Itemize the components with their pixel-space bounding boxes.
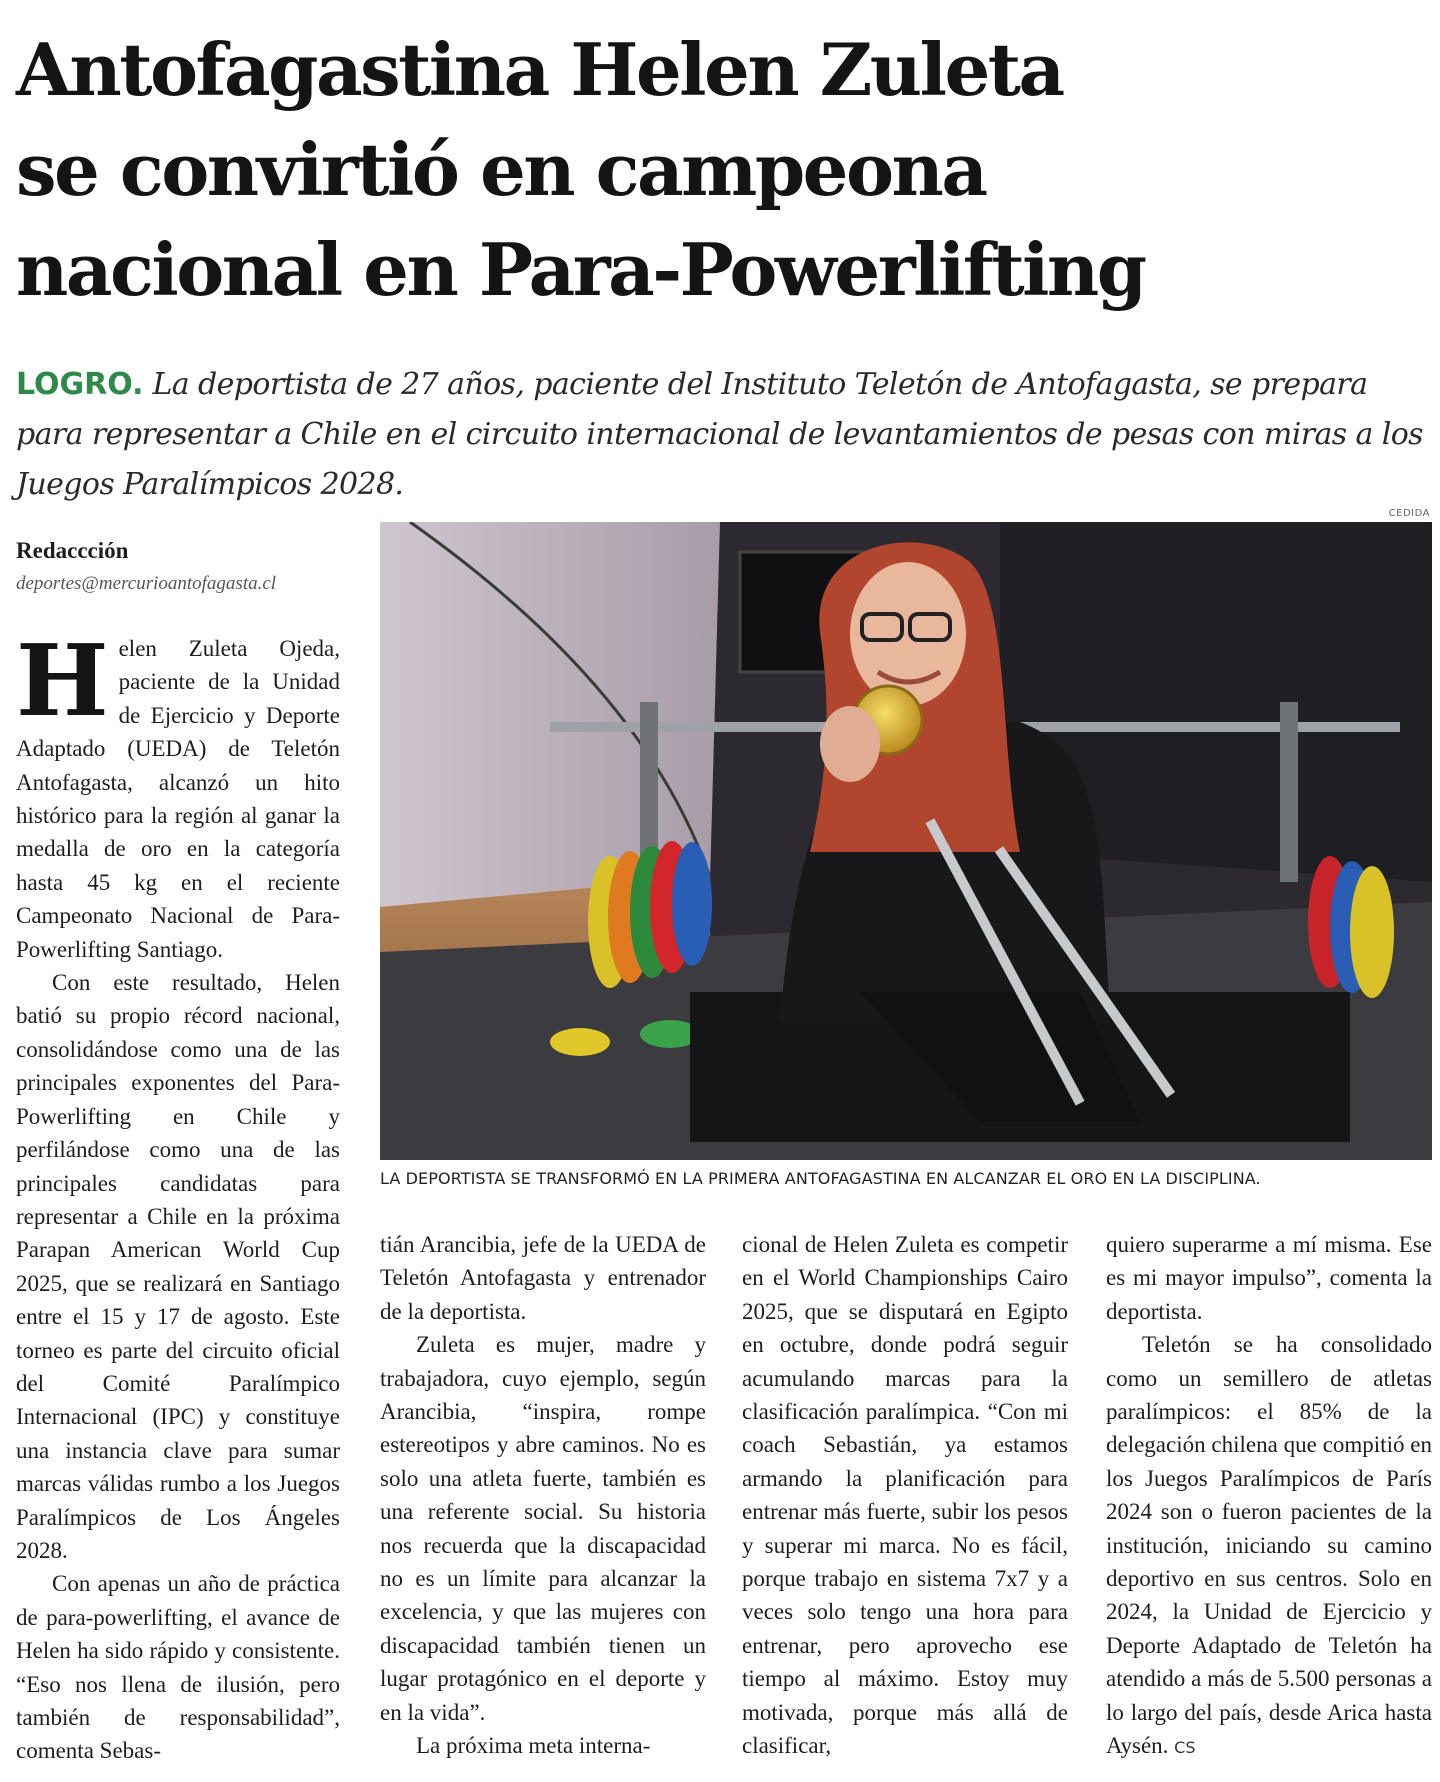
paragraph-text: Teletón se ha consolidado como un semillero de atletas paralímpicos: el 85% de la delegación chilena que compitió en los Juegos Paralímpicos de París 2024 son o fueron pacientes de la institución, iniciando su camino deportivo en sus centros. Solo en 2024, la Unidad de Ejercicio y Deporte Adaptado de Teletón ha atendido a más de 5.500 personas a lo largo del país, desde Arica hasta Aysén. [1106,1332,1432,1759]
photo-illustration [380,522,1432,1160]
headline-line: Antofagastina Helen Zuleta [16,27,1063,112]
paragraph: Helen Zuleta Ojeda, paciente de la Unidad de Ejercicio y Deporte Adaptado (UEDA) de Teletón Antofagasta, alcanzó un hito histórico para la región al ganar la medalla de oro en la categoría hasta 45 kg en el reciente Campeonato Nacional de Para-Powerlifting Santiago. [16,624,340,962]
byline [16,536,346,598]
deck-text: La deportista de 27 años, paciente del Instituto Teletón de Antofagasta, se prepara para representar a Chile en el circuito internacional de levantamientos de pesas con miras a los Juegos Paralímpicos 2028. [16,367,1423,502]
body-column-1 [16,624,340,1768]
headline-line: nacional en Para-Powerlifting [16,227,1145,312]
headline [16,20,1426,320]
author: Redaccción [16,538,129,563]
end-mark-icon: CS [1174,1738,1196,1758]
paragraph: Zuleta es mujer, madre y trabajadora, cuyo ejemplo, según Arancibia, “inspira, rompe estereotipos y abre caminos. No es solo una atleta fuerte, también es una referente social. Su historia nos recuerda que la discapacidad no es un límite para alcanzar la excelencia, y que las mujeres con discapacidad también tienen un lugar protagónico en el deporte y en la vida”. [380,1332,706,1725]
photo-credit: CEDIDA [1388,508,1430,519]
headline-line: se convirtió en campeona [16,127,986,212]
paragraph: tián Arancibia, jefe de la UEDA de Teletón Antofagasta y entrenador de la deportista. [380,1232,706,1324]
paragraph: cional de Helen Zuleta es competir en el World Championships Cairo 2025, que se disputará en Egipto en octubre, donde podrá seguir acumulando marcas para la clasificación paralímpica. “Con mi coach Sebastián, ya estamos armando la planificación para entrenar más fuerte, subir los pesos y superar mi marca. No es fácil, porque trabajo en sistema 7x7 y a veces solo tengo una hora para entrenar, pero aprovecho ese tiempo al máximo. Estoy muy motivada, porque más allá de clasificar, [742,1232,1068,1759]
body-column-4 [1106,1228,1432,1765]
article-photo [380,522,1432,1160]
paragraph: La próxima meta interna- [416,1733,651,1759]
body-column-2 [380,1228,706,1763]
photo-caption: LA DEPORTISTA SE TRANSFORMÓ EN LA PRIMERA ANTOFAGASTINA EN ALCANZAR EL ORO EN LA DISCIPLINA. [380,1169,1261,1188]
author-email: deportes@mercurioantofagasta.cl [16,573,277,594]
kicker: LOGRO. [16,367,144,402]
paragraph [1106,1328,1432,1764]
deck [16,360,1426,510]
paragraph: Con este resultado, Helen batió su propio récord nacional, consolidándose como una de las principales exponentes del Para-Powerlifting en Chile y perfilándose como una de las principales candidatas para representar a Chile en la próxima Parapan American World Cup 2025, que se realizará en Santiago entre el 15 y 17 de agosto. Este torneo es parte del circuito oficial del Comité Paralímpico Internacional (IPC) y constituye una instancia clave para sumar marcas válidas rumbo a los Juegos Paralímpicos de Los Ángeles 2028. [16,970,340,1563]
paragraph: Con apenas un año de práctica de para-powerlifting, el avance de Helen ha sido rápido y consistente. “Eso nos llena de ilusión, pero también de responsabilidad”, comenta Sebas- [16,1571,340,1764]
body-column-3 [742,1228,1068,1763]
paragraph: quiero superarme a mí misma. Ese es mi mayor impulso”, comenta la deportista. [1106,1232,1432,1324]
